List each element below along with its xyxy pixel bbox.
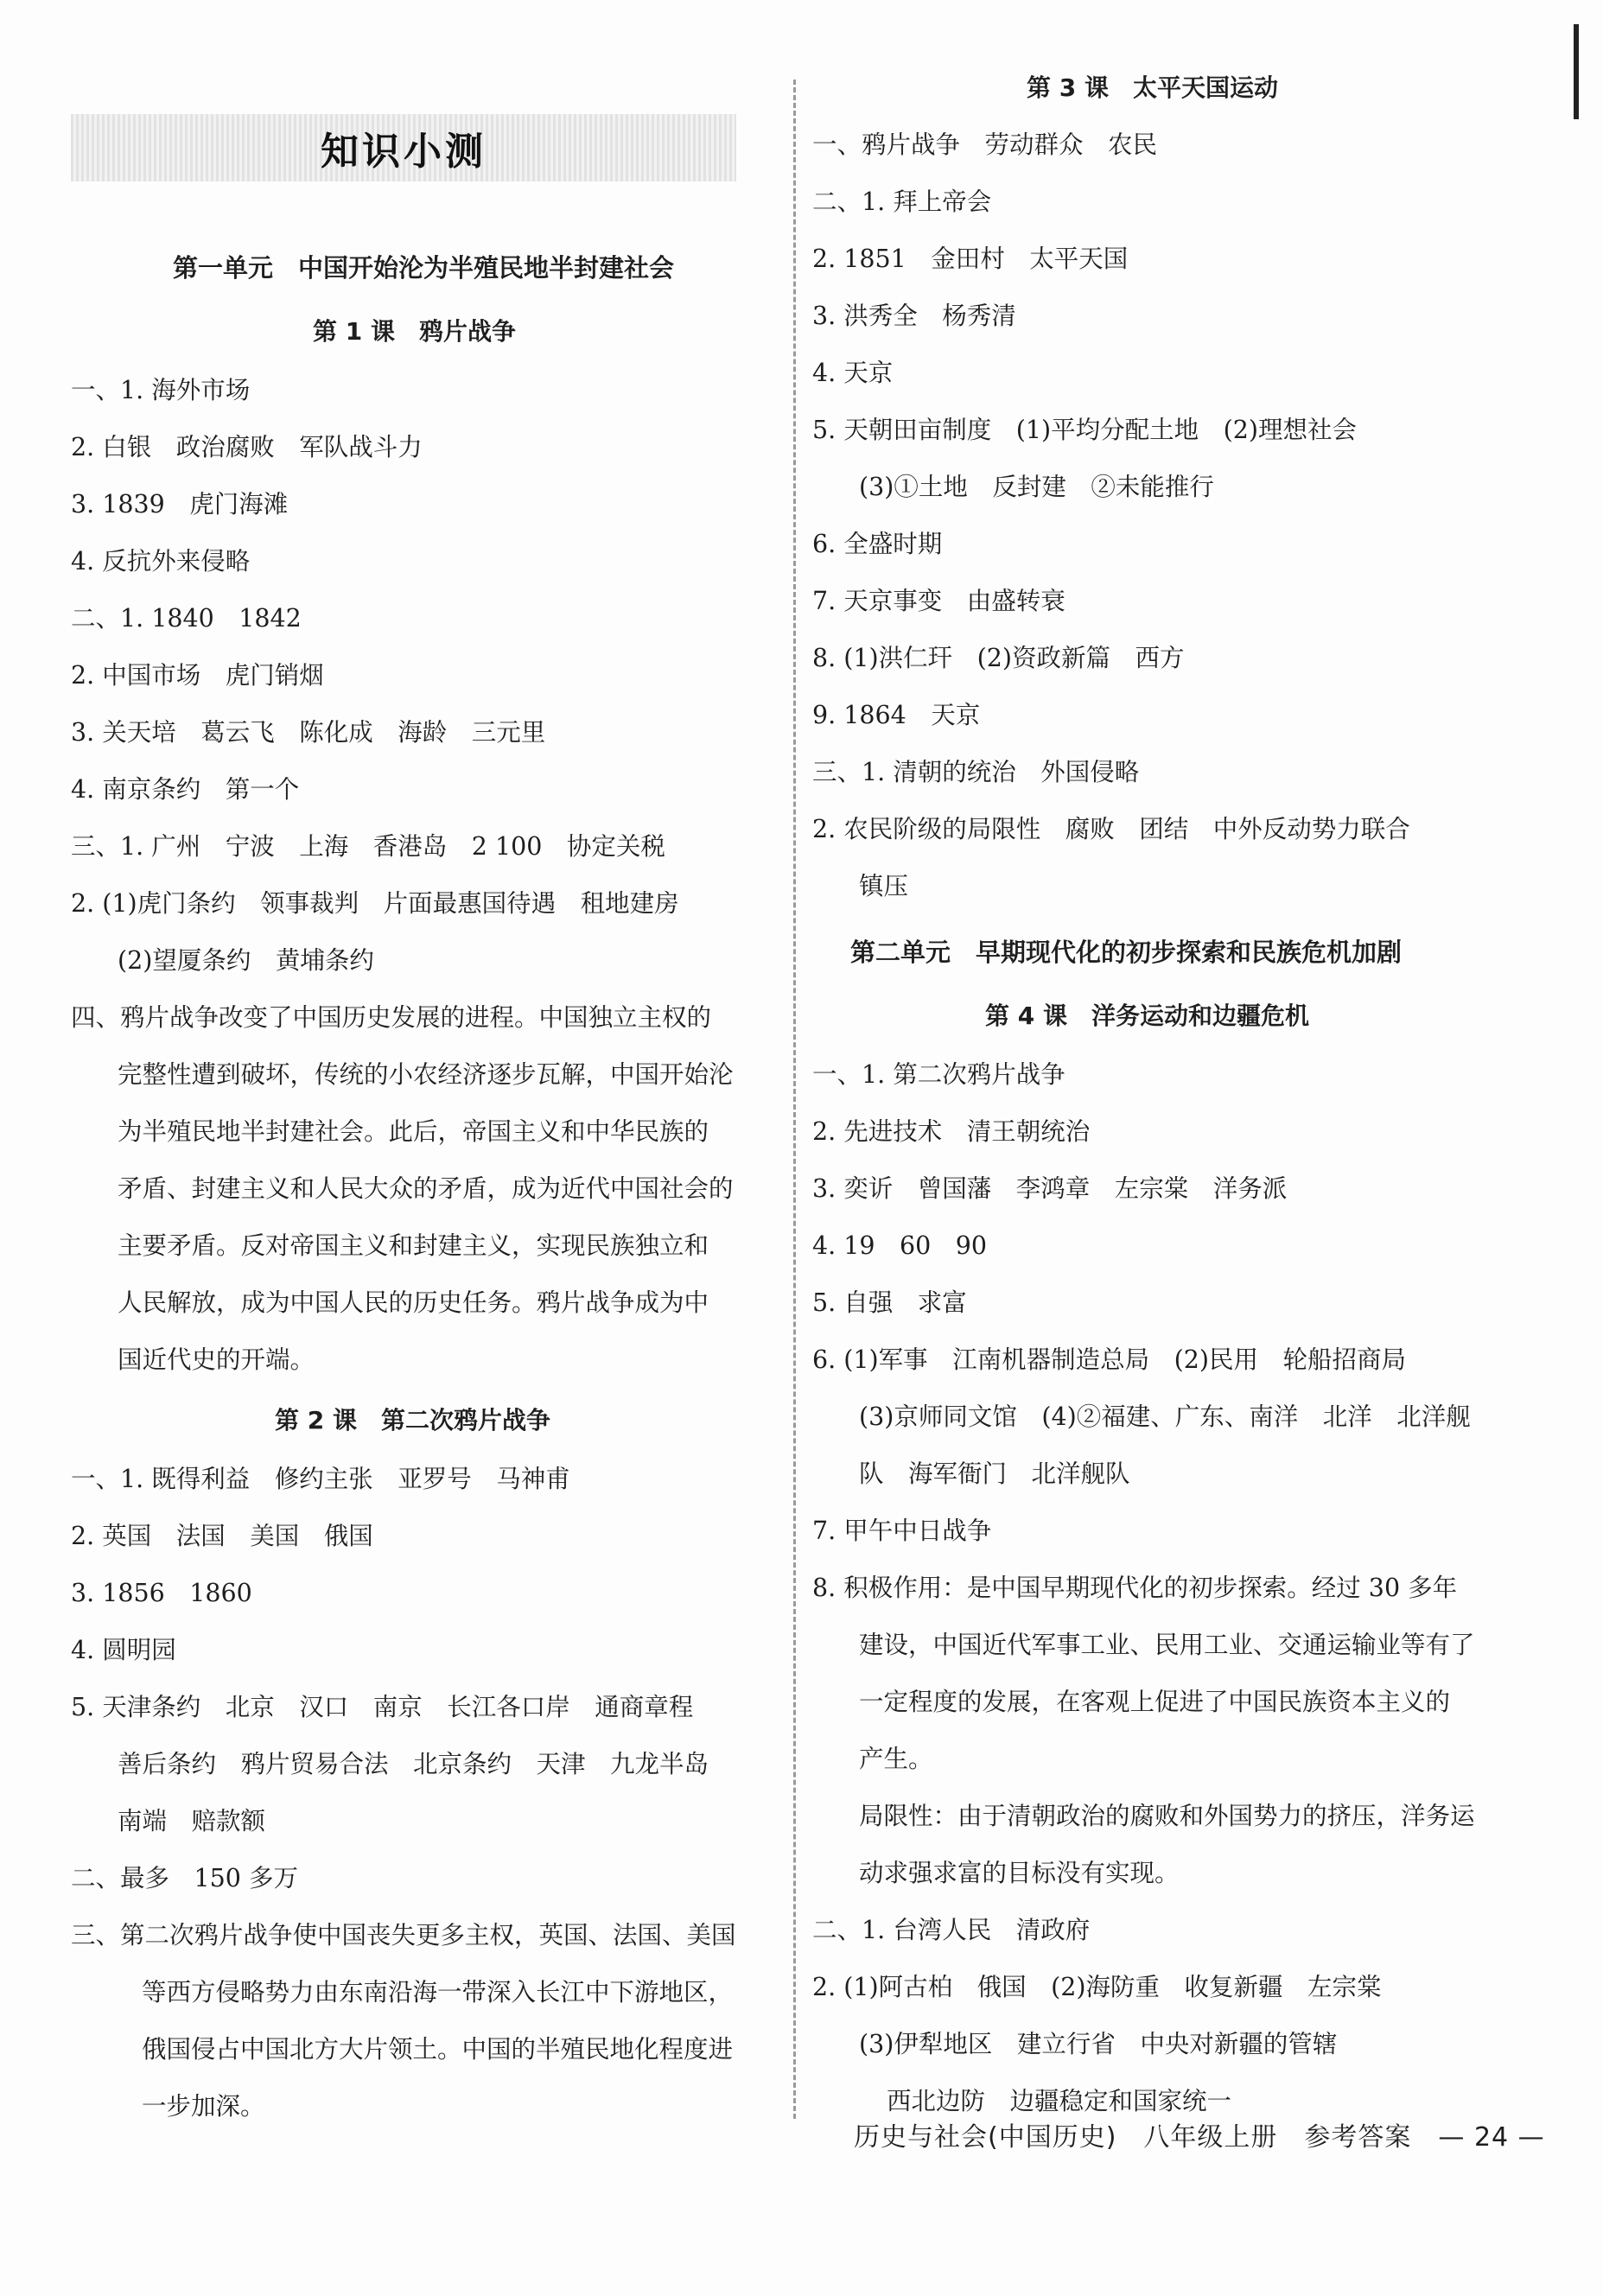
answer-line: 7. 甲午中日战争 bbox=[812, 1517, 992, 1545]
answer-line: (2)望厦条约 黄埔条约 bbox=[118, 946, 374, 975]
unit1-title: 第一单元 中国开始沦为半殖民地半封建社会 bbox=[173, 253, 675, 283]
answer-line: 9. 1864 天京 bbox=[812, 701, 981, 729]
answer-line: 为半殖民地半封建社会。此后，帝国主义和中华民族的 bbox=[118, 1117, 709, 1146]
answer-line: (3)伊犁地区 建立行省 中央对新疆的管辖 bbox=[859, 2030, 1338, 2058]
answer-line: 2. 农民阶级的局限性 腐败 团结 中外反动势力联合 bbox=[812, 815, 1410, 843]
answer-line: 2. 1851 金田村 太平天国 bbox=[812, 245, 1129, 273]
answer-line: 三、1. 清朝的统治 外国侵略 bbox=[812, 758, 1140, 786]
answer-line: 5. 自强 求富 bbox=[812, 1288, 967, 1317]
answer-line: 5. 天津条约 北京 汉口 南京 长江各口岸 通商章程 bbox=[71, 1693, 694, 1721]
answer-line: 动求强求富的目标没有实现。 bbox=[859, 1859, 1180, 1887]
answer-line: 矛盾、封建主义和人民大众的矛盾，成为近代中国社会的 bbox=[118, 1174, 734, 1203]
answer-line: 人民解放，成为中国人民的历史任务。鸦片战争成为中 bbox=[118, 1288, 709, 1317]
answer-line: 4. 19 60 90 bbox=[812, 1231, 988, 1260]
banner-title: 知识小测 bbox=[321, 130, 487, 174]
lesson3-title: 第 3 课 太平天国运动 bbox=[1027, 73, 1278, 102]
answer-line: 俄国侵占中国北方大片领土。中国的半殖民地化程度进 bbox=[142, 2035, 734, 2064]
answer-line: 3. 1839 虎门海滩 bbox=[71, 490, 289, 518]
answer-line: 局限性：由于清朝政治的腐败和外国势力的挤压，洋务运 bbox=[859, 1802, 1475, 1830]
answer-line: 8. 积极作用：是中国早期现代化的初步探索。经过 30 多年 bbox=[812, 1574, 1458, 1602]
answer-line: 3. 关天培 葛云飞 陈化成 海龄 三元里 bbox=[71, 718, 546, 747]
answer-line: 2. 先进技术 清王朝统治 bbox=[812, 1117, 1091, 1146]
answer-line: 二、1. 拜上帝会 bbox=[812, 188, 992, 216]
answer-line: 国近代史的开端。 bbox=[118, 1345, 315, 1374]
answer-line: 一、1. 海外市场 bbox=[71, 376, 251, 404]
page-footer: 历史与社会(中国历史) 八年级上册 参考答案 — 24 — bbox=[854, 2122, 1545, 2153]
answer-line: 一、1. 第二次鸦片战争 bbox=[812, 1060, 1065, 1089]
answer-line: 队 海军衙门 北洋舰队 bbox=[859, 1460, 1130, 1488]
answer-line: 2. (1)虎门条约 领事裁判 片面最惠国待遇 租地建房 bbox=[71, 889, 679, 918]
page-edge-mark bbox=[1574, 24, 1579, 119]
answer-line: 2. 中国市场 虎门销烟 bbox=[71, 661, 324, 690]
answer-line: 一、鸦片战争 劳动群众 农民 bbox=[812, 130, 1158, 159]
answer-line: 等西方侵略势力由东南沿海一带深入长江中下游地区， bbox=[142, 1978, 734, 2007]
answer-line: 三、1. 广州 宁波 上海 香港岛 2 100 协定关税 bbox=[71, 832, 665, 861]
lesson1-title: 第 1 课 鸦片战争 bbox=[313, 317, 516, 346]
answer-line: 四、鸦片战争改变了中国历史发展的进程。中国独立主权的 bbox=[71, 1003, 712, 1032]
answer-line: 一、1. 既得利益 修约主张 亚罗号 马神甫 bbox=[71, 1465, 570, 1493]
answer-line: 2. 英国 法国 美国 俄国 bbox=[71, 1522, 373, 1550]
answer-line: 4. 圆明园 bbox=[71, 1636, 176, 1664]
answer-line: 7. 天京事变 由盛转衰 bbox=[812, 587, 1065, 615]
answer-line: 一定程度的发展，在客观上促进了中国民族资本主义的 bbox=[859, 1688, 1451, 1716]
answer-line: 二、最多 150 多万 bbox=[71, 1864, 298, 1892]
answer-line: 南端 赔款额 bbox=[118, 1807, 266, 1835]
answer-line: 三、第二次鸦片战争使中国丧失更多主权，英国、法国、美国 bbox=[71, 1921, 736, 1949]
answer-line: 二、1. 1840 1842 bbox=[71, 604, 302, 633]
answer-line: 主要矛盾。反对帝国主义和封建主义，实现民族独立和 bbox=[118, 1231, 709, 1260]
answer-line: 6. 全盛时期 bbox=[812, 530, 943, 558]
answer-line: 2. 白银 政治腐败 军队战斗力 bbox=[71, 433, 423, 461]
section-banner bbox=[71, 114, 736, 181]
answer-line: 产生。 bbox=[859, 1745, 933, 1773]
unit2-title: 第二单元 早期现代化的初步探索和民族危机加剧 bbox=[850, 938, 1403, 967]
answer-line: 2. (1)阿古柏 俄国 (2)海防重 收复新疆 左宗棠 bbox=[812, 1973, 1382, 2001]
answer-line: 4. 天京 bbox=[812, 359, 894, 387]
answer-line: 西北边防 边疆稳定和国家统一 bbox=[887, 2087, 1232, 2115]
lesson2-title: 第 2 课 第二次鸦片战争 bbox=[275, 1406, 550, 1434]
answer-line: 4. 南京条约 第一个 bbox=[71, 775, 300, 804]
answer-line: 善后条约 鸦片贸易合法 北京条约 天津 九龙半岛 bbox=[118, 1750, 709, 1778]
answer-line: (3)京师同文馆 (4)②福建、广东、南洋 北洋 北洋舰 bbox=[859, 1402, 1471, 1431]
answer-line: 8. (1)洪仁玕 (2)资政新篇 西方 bbox=[812, 644, 1185, 672]
answer-line: 二、1. 台湾人民 清政府 bbox=[812, 1916, 1091, 1944]
answer-line: 5. 天朝田亩制度 (1)平均分配土地 (2)理想社会 bbox=[812, 416, 1357, 444]
answer-line: 3. 奕䜣 曾国藩 李鸿章 左宗棠 洋务派 bbox=[812, 1174, 1288, 1203]
lesson4-title: 第 4 课 洋务运动和边疆危机 bbox=[985, 1002, 1309, 1030]
answer-line: 3. 洪秀全 杨秀清 bbox=[812, 302, 1016, 330]
answer-line: 一步加深。 bbox=[142, 2092, 265, 2121]
answer-line: 建设，中国近代军事工业、民用工业、交通运输业等有了 bbox=[859, 1631, 1475, 1659]
column-divider bbox=[793, 80, 796, 2119]
answer-line: 3. 1856 1860 bbox=[71, 1579, 252, 1607]
answer-line: 6. (1)军事 江南机器制造总局 (2)民用 轮船招商局 bbox=[812, 1345, 1406, 1374]
answer-line: 4. 反抗外来侵略 bbox=[71, 547, 251, 576]
answer-line: 完整性遭到破坏，传统的小农经济逐步瓦解，中国开始沦 bbox=[118, 1060, 734, 1089]
answer-line: 镇压 bbox=[859, 872, 909, 900]
answer-line: (3)①土地 反封建 ②未能推行 bbox=[859, 473, 1214, 501]
